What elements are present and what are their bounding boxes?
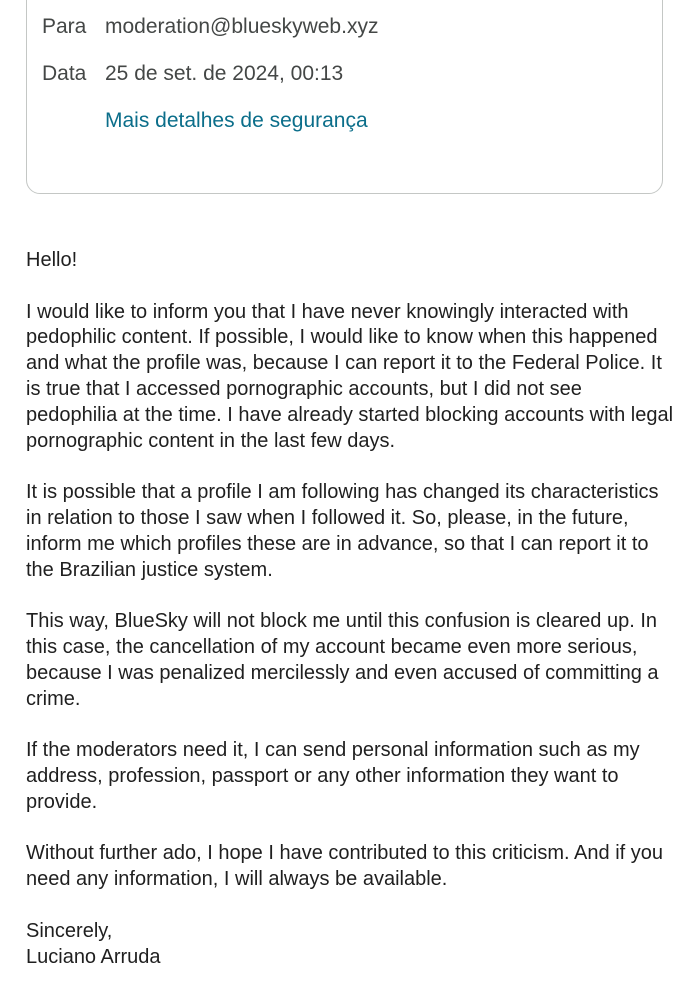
date-value: 25 de set. de 2024, 00:13 [105, 62, 344, 85]
paragraph-3: This way, BlueSky will not block me until this confusion is cleared up. In this case, the cancellation of my account became even more serious, because I was penalized mercilessly and even accused of committing a crime. [26, 610, 659, 710]
greeting: Hello! [26, 249, 78, 271]
paragraph-2: It is possible that a profile I am following has changed its characteristics in relation to those I saw when I followed it. So, please, in the future, inform me which profiles these are in advance, so that I can report it to the Brazilian justice system. [26, 481, 659, 581]
recipient-row [42, 14, 378, 40]
paragraph-4: If the moderators need it, I can send personal information such as my address, profession, passport or any other information they want to provide. [26, 739, 640, 813]
date-row [42, 61, 343, 87]
date-label: Data [42, 62, 87, 85]
paragraph-1: I would like to inform you that I have never knowingly interacted with pedophilic content. If possible, I would like to know when this happened and what the profile was, because I can report it to the Federal Police. It is true that I accessed pornographic accounts, but I did not see pedophilia at the time. I have already started blocking accounts with legal pornographic content in the last few days. [26, 300, 674, 452]
signature: Luciano Arruda [26, 945, 161, 968]
recipient-address[interactable]: moderation@blueskyweb.xyz [105, 15, 379, 38]
closing: Sincerely, [26, 919, 113, 942]
message-body [26, 248, 676, 970]
security-details-link[interactable]: Mais detalhes de segurança [105, 109, 368, 132]
paragraph-5: Without further ado, I hope I have contributed to this criticism. And if you need any information, I will always be available. [26, 842, 663, 891]
recipient-label: Para [42, 15, 87, 38]
